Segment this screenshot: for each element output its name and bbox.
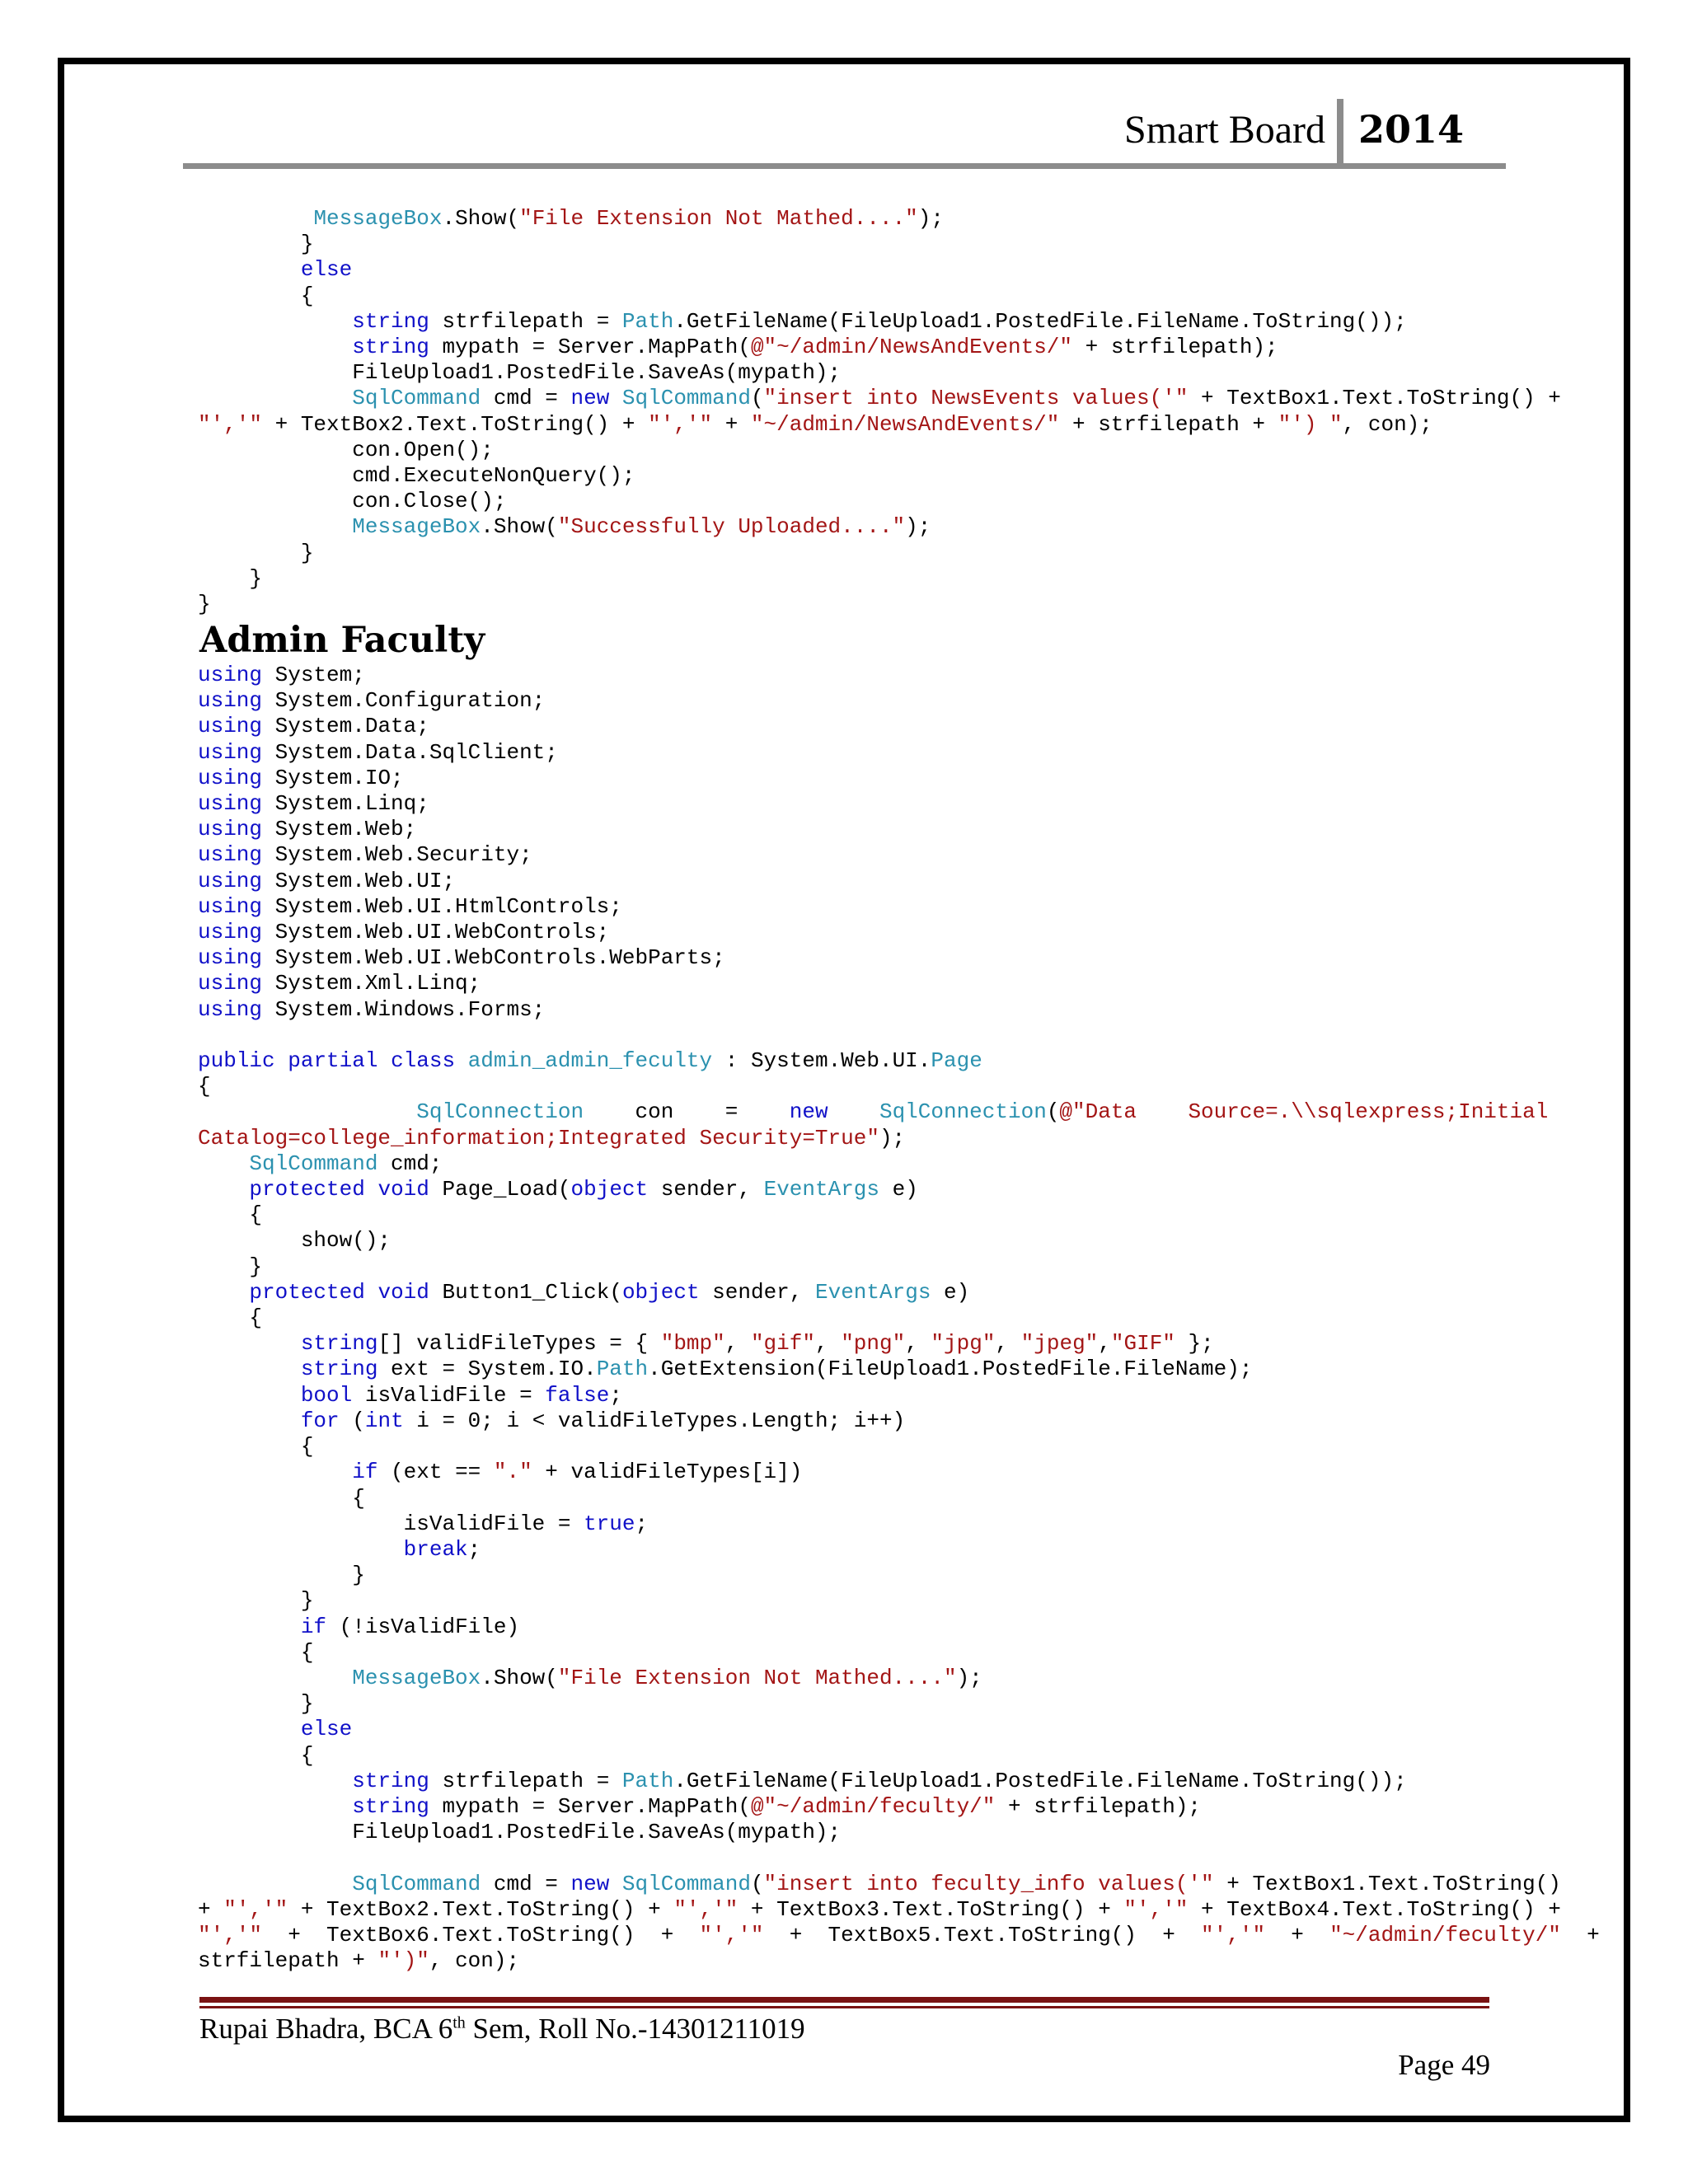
code-token: } — [198, 565, 263, 591]
code-line — [198, 335, 1561, 360]
code-token — [198, 206, 313, 231]
code-token: .Show( — [481, 514, 558, 540]
code-token: "Successfully Uploaded...." — [557, 514, 906, 540]
code-token: e) — [879, 1177, 918, 1202]
code-token: "jpg" — [931, 1331, 996, 1357]
code-token: mypath = Server.MapPath( — [429, 1793, 751, 1819]
code-line — [198, 1640, 1600, 1666]
code-token: int — [364, 1408, 404, 1433]
code-token: + validFileTypes[i]) — [532, 1460, 803, 1485]
code-token: sender, — [699, 1279, 815, 1305]
code-token: + TextBox2.Text.ToString() + — [262, 411, 649, 437]
code-line — [198, 1615, 1600, 1640]
code-token — [198, 1151, 249, 1176]
code-line — [198, 284, 1561, 309]
code-line — [198, 592, 1561, 617]
code-token: + TextBox1.Text.ToString() — [1213, 1871, 1561, 1896]
code-token: "','" — [198, 1922, 263, 1947]
code-token: ( — [339, 1408, 365, 1433]
code-line — [198, 1948, 1600, 1974]
header-rule — [183, 163, 1506, 169]
code-token: using — [198, 996, 263, 1022]
code-token: System.Data.SqlClient; — [262, 739, 558, 765]
code-token — [198, 1872, 352, 1896]
code-token: using — [198, 920, 263, 945]
code-line — [198, 1048, 1600, 1074]
code-line — [198, 997, 1600, 1023]
code-token: , con); — [1342, 411, 1432, 437]
code-line — [198, 1794, 1600, 1820]
code-token: } — [198, 1563, 365, 1588]
code-token: "~/admin/feculty/" — [1329, 1922, 1561, 1947]
code-token: , con); — [429, 1948, 520, 1974]
code-line — [198, 1126, 1600, 1151]
code-token: "GIF" — [1110, 1331, 1175, 1357]
code-line — [198, 360, 1561, 386]
code-token: System.Data; — [262, 714, 429, 739]
code-token: }; — [1175, 1331, 1214, 1357]
code-token: .GetFileName(FileUpload1.PostedFile.FileName.ToString()); — [673, 308, 1407, 334]
code-token: void — [377, 1279, 429, 1305]
code-token: (ext == — [377, 1460, 494, 1485]
code-token: con = — [584, 1099, 790, 1125]
code-token: public — [198, 1048, 275, 1074]
code-token: MessageBox — [313, 206, 443, 231]
code-line — [198, 1511, 1600, 1537]
code-token — [455, 1048, 468, 1073]
code-token: SqlCommand — [621, 386, 751, 411]
code-line — [198, 514, 1561, 540]
code-line — [198, 1228, 1600, 1254]
code-token: MessageBox — [352, 514, 481, 540]
code-token: Path — [621, 1768, 674, 1793]
code-token: Page — [931, 1048, 982, 1074]
code-line — [198, 1923, 1600, 1948]
code-line — [198, 386, 1561, 411]
code-token: SqlConnection — [416, 1099, 584, 1125]
code-token: System.Web.Security; — [262, 842, 532, 868]
code-token: "','" — [223, 1896, 288, 1922]
code-line — [198, 1151, 1600, 1177]
code-token: FileUpload1.PostedFile.SaveAs(mypath); — [198, 1820, 842, 1845]
code-token: "." — [493, 1460, 532, 1485]
code-token: protected — [249, 1177, 365, 1202]
code-token: using — [198, 945, 263, 971]
code-token: strfilepath + — [198, 1948, 378, 1974]
footer-author-superscript: th — [452, 2013, 466, 2032]
code-line — [198, 791, 1600, 817]
code-token: + TextBox3.Text.ToString() + — [738, 1896, 1124, 1922]
code-token: { — [198, 1742, 314, 1768]
code-token: ); — [917, 206, 944, 231]
code-token: + TextBox2.Text.ToString() + — [288, 1896, 674, 1922]
code-token — [198, 1099, 416, 1124]
code-token: "png" — [841, 1331, 906, 1357]
code-token — [198, 514, 352, 539]
code-line — [198, 1177, 1600, 1202]
code-token — [198, 1717, 301, 1741]
code-token: "','" — [198, 411, 263, 437]
code-token — [609, 1872, 622, 1896]
code-token: ; — [609, 1382, 622, 1408]
code-token — [365, 1177, 378, 1202]
code-token: else — [300, 257, 353, 283]
code-token: + strfilepath); — [1072, 335, 1278, 360]
code-token: SqlCommand — [621, 1871, 751, 1896]
code-token: { — [198, 1639, 314, 1665]
code-token: Button1_Click( — [429, 1279, 622, 1305]
code-line — [198, 257, 1561, 283]
code-token: mypath = Server.MapPath( — [429, 335, 751, 360]
code-token: con.Open(); — [198, 437, 494, 462]
code-line — [198, 869, 1600, 894]
code-token: using — [198, 739, 263, 765]
code-token: object — [621, 1279, 700, 1305]
code-line — [198, 566, 1561, 592]
code-line — [198, 1691, 1600, 1717]
code-line — [198, 438, 1561, 463]
header-title: Smart Board — [1124, 108, 1325, 152]
code-line — [198, 945, 1600, 971]
code-token — [198, 309, 352, 334]
code-token: + TextBox5.Text.ToString() + — [763, 1922, 1202, 1947]
code-token: using — [198, 688, 263, 714]
code-line — [198, 1820, 1600, 1845]
code-line — [198, 541, 1561, 566]
code-token — [198, 1460, 352, 1484]
code-token: cmd = — [481, 386, 571, 411]
code-token: "gif" — [750, 1331, 815, 1357]
code-token: .GetFileName(FileUpload1.PostedFile.FileName.ToString()); — [673, 1768, 1407, 1793]
code-token: System; — [262, 663, 365, 687]
code-token: "','" — [673, 1896, 738, 1922]
code-token: "')" — [377, 1948, 429, 1974]
code-line — [198, 1202, 1600, 1228]
code-token: sender, — [648, 1177, 764, 1202]
code-token: "','" — [699, 1922, 764, 1947]
code-token: ( — [750, 386, 764, 411]
code-line — [198, 1254, 1600, 1280]
code-token: ext = System.IO. — [377, 1357, 597, 1382]
code-token: "') " — [1278, 411, 1343, 437]
code-line — [198, 740, 1600, 766]
section-heading: Admin Faculty — [199, 620, 485, 661]
code-token: "','" — [1123, 1896, 1189, 1922]
code-token: ; — [467, 1536, 481, 1562]
code-token: , — [724, 1331, 751, 1357]
footer-rule — [199, 1997, 1489, 2003]
code-token: "File Extension Not Mathed...." — [557, 1665, 957, 1690]
code-token: void — [377, 1177, 429, 1202]
code-token: } — [198, 592, 211, 617]
code-token: } — [198, 1691, 314, 1717]
code-token: i = 0; i < validFileTypes.Length; i++) — [403, 1408, 906, 1433]
code-token: FileUpload1.PostedFile.SaveAs(mypath); — [198, 360, 842, 386]
footer-author-rest: Sem, Roll No.-14301211019 — [465, 2013, 805, 2045]
code-token — [198, 1769, 352, 1793]
code-token — [198, 1666, 352, 1690]
footer-rule-thin — [199, 2006, 1489, 2008]
code-token: + TextBox4.Text.ToString() + — [1188, 1896, 1561, 1922]
code-token: EventArgs — [815, 1279, 931, 1305]
code-block-news-events — [198, 206, 1561, 617]
code-token: SqlCommand — [352, 1871, 481, 1896]
code-line — [198, 1305, 1600, 1331]
code-token — [198, 1615, 301, 1639]
code-token: true — [584, 1511, 635, 1536]
code-token: using — [198, 842, 263, 868]
code-line — [198, 1743, 1600, 1769]
code-token: Page_Load( — [429, 1177, 571, 1202]
code-token — [365, 1280, 378, 1305]
code-token: else — [300, 1717, 353, 1742]
code-token — [828, 1099, 879, 1124]
code-token: using — [198, 893, 263, 919]
code-line — [198, 1023, 1600, 1048]
code-token: + TextBox1.Text.ToString() + — [1188, 386, 1561, 411]
code-token: + — [712, 411, 751, 437]
code-token: { — [198, 1305, 263, 1331]
code-token: , — [814, 1331, 842, 1357]
code-token: } — [198, 232, 314, 257]
code-line — [198, 1666, 1600, 1691]
code-token — [198, 386, 352, 410]
code-token: "bmp" — [660, 1331, 725, 1357]
code-token: break — [403, 1536, 468, 1562]
code-token: System.Web.UI.WebControls.WebParts; — [262, 945, 725, 971]
code-token: "File Extension Not Mathed...." — [519, 206, 918, 231]
code-token: ); — [879, 1125, 906, 1151]
code-token: SqlConnection — [879, 1099, 1047, 1125]
code-token: con.Close(); — [198, 489, 507, 514]
code-line — [198, 688, 1600, 714]
code-token: isValidFile = — [352, 1382, 546, 1408]
code-token: { — [198, 1202, 263, 1228]
code-token: System.Web.UI; — [262, 868, 456, 893]
code-line — [198, 1408, 1600, 1434]
code-token: "insert into feculty_info values('" — [763, 1871, 1214, 1896]
code-token: new — [570, 1871, 610, 1896]
code-token: MessageBox — [352, 1665, 481, 1690]
code-token: .GetExtension(FileUpload1.PostedFile.FileName); — [648, 1357, 1253, 1382]
code-token: using — [198, 791, 263, 817]
code-line — [198, 1331, 1600, 1357]
code-token — [198, 1331, 301, 1356]
code-token: { — [198, 1074, 211, 1099]
code-token: System.Configuration; — [262, 688, 546, 714]
code-token: ( — [1046, 1099, 1060, 1125]
code-token: show(); — [198, 1228, 392, 1254]
code-token: .Show( — [442, 206, 520, 231]
code-token: ; — [635, 1511, 649, 1536]
code-line — [198, 1460, 1600, 1485]
code-token: + — [1560, 1922, 1600, 1947]
code-token: System.Windows.Forms; — [262, 996, 546, 1022]
code-line — [198, 1074, 1600, 1099]
code-line — [198, 1537, 1600, 1563]
code-line — [198, 1383, 1600, 1408]
code-token: { — [198, 1434, 314, 1460]
code-token: new — [570, 386, 610, 411]
code-token: System.Web; — [262, 817, 417, 842]
code-token — [198, 257, 301, 282]
code-token: if — [352, 1460, 378, 1485]
footer-author — [199, 2013, 805, 2046]
code-block-admin-faculty — [198, 663, 1600, 1974]
code-token: strfilepath = — [429, 1768, 622, 1793]
code-token: string — [352, 1793, 429, 1819]
code-line — [198, 971, 1600, 996]
code-token: + strfilepath); — [995, 1793, 1202, 1819]
code-token: EventArgs — [763, 1177, 880, 1202]
code-token: using — [198, 714, 263, 739]
code-line — [198, 232, 1561, 257]
code-line — [198, 894, 1600, 920]
code-line — [198, 1845, 1600, 1871]
code-token: System.Web.UI.HtmlControls; — [262, 893, 622, 919]
code-token: .Show( — [481, 1665, 558, 1690]
code-line — [198, 842, 1600, 868]
code-token — [198, 1794, 352, 1819]
code-token: } — [198, 1254, 263, 1279]
code-token: + strfilepath + — [1059, 411, 1278, 437]
code-token: class — [391, 1048, 456, 1074]
code-token: { — [198, 1485, 365, 1511]
code-token — [198, 1177, 249, 1202]
code-token: System.Linq; — [262, 791, 429, 817]
code-token: , — [905, 1331, 931, 1357]
code-line — [198, 1897, 1600, 1923]
code-token — [198, 1280, 249, 1305]
code-token: Path — [621, 308, 674, 334]
code-token: for — [300, 1408, 340, 1433]
code-line — [198, 1280, 1600, 1305]
code-token: [] validFileTypes = { — [377, 1331, 661, 1357]
code-line — [198, 1563, 1600, 1588]
code-token: isValidFile = — [198, 1511, 584, 1536]
code-token: string — [300, 1357, 378, 1382]
code-token: new — [789, 1099, 828, 1125]
code-line — [198, 920, 1600, 945]
code-line — [198, 206, 1561, 232]
code-token — [198, 1357, 301, 1381]
code-token: "~/admin/NewsAndEvents/" — [750, 411, 1060, 437]
code-line — [198, 412, 1561, 438]
code-token: e) — [931, 1279, 970, 1305]
header-separator — [1337, 99, 1343, 165]
code-token — [198, 1537, 404, 1562]
code-token: using — [198, 971, 263, 996]
code-token — [377, 1048, 391, 1073]
code-token: , — [1098, 1331, 1111, 1357]
code-token: } — [198, 1588, 314, 1614]
code-token: System.IO; — [262, 765, 404, 790]
code-token: : System.Web.UI. — [712, 1048, 931, 1074]
code-line — [198, 1872, 1600, 1897]
code-line — [198, 1717, 1600, 1742]
code-token: using — [198, 765, 263, 790]
footer-author-text: Rupai Bhadra, BCA 6 — [199, 2013, 453, 2045]
code-line — [198, 463, 1561, 489]
code-token — [198, 335, 352, 359]
header-year: 2014 — [1358, 107, 1465, 152]
code-token: using — [198, 817, 263, 842]
code-token: protected — [249, 1279, 365, 1305]
code-line — [198, 1434, 1600, 1460]
code-token: strfilepath = — [429, 308, 622, 334]
code-line — [198, 489, 1561, 514]
code-token: Path — [596, 1357, 649, 1382]
code-line — [198, 1588, 1600, 1614]
code-token: SqlCommand — [352, 386, 481, 411]
code-token: string — [352, 335, 429, 360]
code-token: admin_admin_feculty — [467, 1048, 713, 1074]
code-token: object — [570, 1177, 649, 1202]
code-token — [275, 1048, 288, 1073]
code-token: "jpeg" — [1020, 1331, 1099, 1357]
code-token: ( — [750, 1871, 764, 1896]
code-line — [198, 766, 1600, 791]
code-line — [198, 714, 1600, 739]
code-token: cmd.ExecuteNonQuery(); — [198, 463, 635, 489]
code-token: @"~/admin/feculty/" — [750, 1793, 996, 1819]
code-token: + TextBox6.Text.ToString() + — [262, 1922, 700, 1947]
code-token — [198, 1408, 301, 1433]
code-token: using — [198, 663, 263, 687]
code-token: , — [995, 1331, 1021, 1357]
code-token: System.Web.UI.WebControls; — [262, 920, 610, 945]
code-token: false — [545, 1382, 610, 1408]
code-line — [198, 817, 1600, 842]
code-token: @"Data Source=.\\sqlexpress;Initial — [1059, 1099, 1549, 1125]
code-token: "insert into NewsEvents values('" — [763, 386, 1189, 411]
code-token: + — [198, 1896, 224, 1922]
code-token: "','" — [648, 411, 713, 437]
code-token: { — [198, 283, 314, 308]
code-token: if — [300, 1614, 327, 1639]
code-line — [198, 1099, 1600, 1125]
page-number: Page 49 — [1398, 2049, 1490, 2081]
code-token: using — [198, 868, 263, 893]
code-line — [198, 1486, 1600, 1511]
code-token: Catalog=college_information;Integrated Security=True" — [198, 1125, 879, 1151]
code-token: string — [352, 1768, 429, 1793]
code-token: string — [300, 1331, 378, 1357]
code-token: string — [352, 308, 429, 334]
code-line — [198, 1769, 1600, 1794]
code-token: } — [198, 540, 314, 565]
code-token: cmd; — [377, 1151, 443, 1176]
code-token: ); — [905, 514, 931, 540]
code-token: SqlCommand — [249, 1151, 378, 1176]
code-token: + — [1265, 1922, 1330, 1947]
code-token: (!isValidFile) — [326, 1614, 520, 1639]
code-token: bool — [300, 1382, 353, 1408]
code-line — [198, 663, 1600, 688]
code-token: ); — [956, 1665, 982, 1690]
code-line — [198, 309, 1561, 335]
code-token — [609, 386, 622, 410]
code-token: System.Xml.Linq; — [262, 971, 481, 996]
code-token: cmd = — [481, 1871, 571, 1896]
code-token — [198, 1383, 301, 1408]
code-token: "','" — [1201, 1922, 1266, 1947]
code-line — [198, 1357, 1600, 1382]
code-token: @"~/admin/NewsAndEvents/" — [750, 335, 1073, 360]
code-token: partial — [288, 1048, 378, 1074]
